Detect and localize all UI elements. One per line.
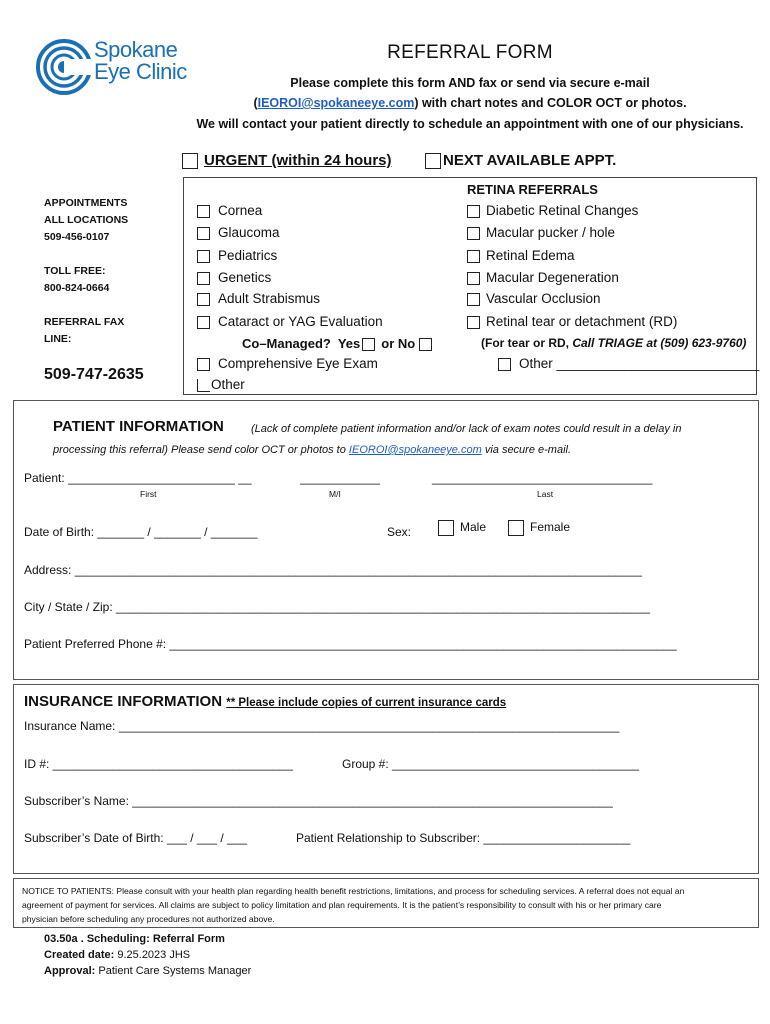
- logo-line-2: Eye Clinic: [94, 59, 187, 84]
- retina-macular-degeneration[interactable]: Macular Degeneration: [467, 270, 619, 285]
- referral-pediatrics[interactable]: Pediatrics: [197, 248, 277, 263]
- referral-cornea[interactable]: Cornea: [197, 203, 262, 218]
- notice-to-patients: NOTICE TO PATIENTS: Please consult with your health plan regarding health benefit restrictions, limitations, and process for scheduling services. A referral does not equal an agreement of payment for services. All claims are subject to policy limitation and plan requirements. It is the patient’s responsibility to consult with his or her primary care physician before scheduling any procedures not authorized above.: [13, 878, 759, 928]
- glaucoma-checkbox[interactable]: [197, 227, 210, 240]
- form-footer: 03.50a . Scheduling: Referral Form Created date: 9.25.2023 JHS Approval: Patient Care Systems Manager: [44, 933, 252, 977]
- retina-other[interactable]: Other ___________________________: [498, 356, 759, 371]
- retinal-edema-checkbox[interactable]: [467, 250, 480, 263]
- patient-note-line-1: (Lack of complete patient information and/or lack of exam notes could result in a delay in: [251, 423, 682, 435]
- vascular-occlusion-checkbox[interactable]: [467, 293, 480, 306]
- sex-label: Sex:: [387, 525, 412, 539]
- macular-degeneration-checkbox[interactable]: [467, 272, 480, 285]
- comanaged-yes-checkbox[interactable]: [362, 338, 375, 351]
- city-state-zip-field[interactable]: City / State / Zip: ________________________________________________________________________________: [24, 600, 650, 614]
- retina-macular-pucker[interactable]: Macular pucker / hole: [467, 225, 615, 240]
- cornea-checkbox[interactable]: [197, 205, 210, 218]
- contact-info: APPOINTMENTS ALL LOCATIONS 509-456-0107 TOLL FREE: 800-824-0664 REFERRAL FAX LINE:: [44, 197, 129, 345]
- adult-strabismus-checkbox[interactable]: [197, 293, 210, 306]
- male-option[interactable]: Male: [438, 520, 486, 536]
- referral-genetics[interactable]: Genetics: [197, 270, 271, 285]
- retina-other-checkbox[interactable]: [498, 358, 511, 371]
- diabetic-checkbox[interactable]: [467, 205, 480, 218]
- referral-glaucoma[interactable]: Glaucoma: [197, 225, 280, 240]
- patient-note-line-2: processing this referral) Please send color OCT or photos to IEOROI@spokaneeye.com via secure e-mail.: [53, 444, 572, 456]
- logo-line-1: Spokane: [94, 37, 178, 62]
- urgent-option[interactable]: URGENT (within 24 hours): [182, 152, 392, 169]
- tear-detachment-checkbox[interactable]: [467, 316, 480, 329]
- urgent-checkbox[interactable]: [182, 153, 198, 169]
- patient-last-field[interactable]: _________________________________: [432, 471, 653, 485]
- next-available-checkbox[interactable]: [425, 153, 441, 169]
- referral-other[interactable]: Other: [197, 377, 245, 392]
- comanaged-row: Co–Managed? Yes or No: [242, 336, 432, 351]
- referral-cataract[interactable]: Cataract or YAG Evaluation: [197, 314, 383, 329]
- patient-email-link[interactable]: IEOROI@spokaneeye.com: [348, 444, 482, 456]
- fax-number: 509-747-2635: [44, 366, 144, 383]
- next-available-option[interactable]: NEXT AVAILABLE APPT.: [425, 152, 616, 169]
- retina-edema[interactable]: Retinal Edema: [467, 248, 575, 263]
- subscriber-name-field[interactable]: Subscriber’s Name: ________________________________________________________________________: [24, 794, 613, 808]
- instruction-line-3: We will contact your patient directly to schedule an appointment with one of our physicians.: [196, 117, 744, 131]
- insurance-information-box: [13, 684, 759, 874]
- triage-note: (For tear or RD, Call TRIAGE at (509) 623-9760): [481, 336, 747, 350]
- male-checkbox[interactable]: [438, 520, 454, 536]
- referral-adult-strabismus[interactable]: Adult Strabismus: [197, 291, 320, 306]
- retina-diabetic[interactable]: Diabetic Retinal Changes: [467, 203, 638, 218]
- pediatrics-checkbox[interactable]: [197, 250, 210, 263]
- female-checkbox[interactable]: [508, 520, 524, 536]
- first-label: First: [140, 489, 157, 499]
- relationship-field[interactable]: Patient Relationship to Subscriber: ______________________: [296, 831, 631, 845]
- mi-label: M/I: [329, 489, 341, 499]
- email-link[interactable]: IEOROI@spokaneeye.com: [257, 96, 415, 110]
- address-field[interactable]: Address: _____________________________________________________________________________________: [24, 563, 642, 577]
- patient-mi-field[interactable]: ____________: [300, 471, 381, 485]
- form-title: REFERRAL FORM: [387, 42, 553, 63]
- patient-info-heading: PATIENT INFORMATION: [53, 418, 224, 435]
- macular-pucker-checkbox[interactable]: [467, 227, 480, 240]
- insurance-id-field[interactable]: ID #: ____________________________________: [24, 757, 293, 771]
- insurance-name-field[interactable]: Insurance Name: ___________________________________________________________________________: [24, 719, 620, 733]
- female-option[interactable]: Female: [508, 520, 570, 536]
- subscriber-dob-field[interactable]: Subscriber’s Date of Birth: ___ / ___ / ___: [24, 831, 248, 845]
- other-checkbox[interactable]: [197, 379, 210, 392]
- dob-field[interactable]: Date of Birth: _______ / _______ / _______: [24, 525, 258, 539]
- comprehensive-checkbox[interactable]: [197, 358, 210, 371]
- referral-comprehensive[interactable]: Comprehensive Eye Exam: [197, 356, 378, 371]
- cataract-checkbox[interactable]: [197, 316, 210, 329]
- retina-vascular-occlusion[interactable]: Vascular Occlusion: [467, 291, 601, 306]
- preferred-phone-field[interactable]: Patient Preferred Phone #: ____________________________________________________________________________: [24, 637, 677, 651]
- insurance-group-field[interactable]: Group #: _____________________________________: [342, 757, 639, 771]
- patient-first-field[interactable]: Patient: _________________________ __: [24, 471, 252, 485]
- genetics-checkbox[interactable]: [197, 272, 210, 285]
- insurance-heading: INSURANCE INFORMATION ** Please include copies of current insurance cards: [24, 693, 507, 710]
- last-label: Last: [537, 489, 554, 499]
- retina-referrals-heading: RETINA REFERRALS: [467, 182, 598, 197]
- retina-tear-detachment[interactable]: Retinal tear or detachment (RD): [467, 314, 677, 329]
- instruction-line-1: Please complete this form AND fax or send via secure e-mail: [290, 76, 650, 90]
- instruction-line-2: (IEOROI@spokaneeye.com) with chart notes and COLOR OCT or photos.: [253, 96, 687, 110]
- comanaged-no-checkbox[interactable]: [419, 338, 432, 351]
